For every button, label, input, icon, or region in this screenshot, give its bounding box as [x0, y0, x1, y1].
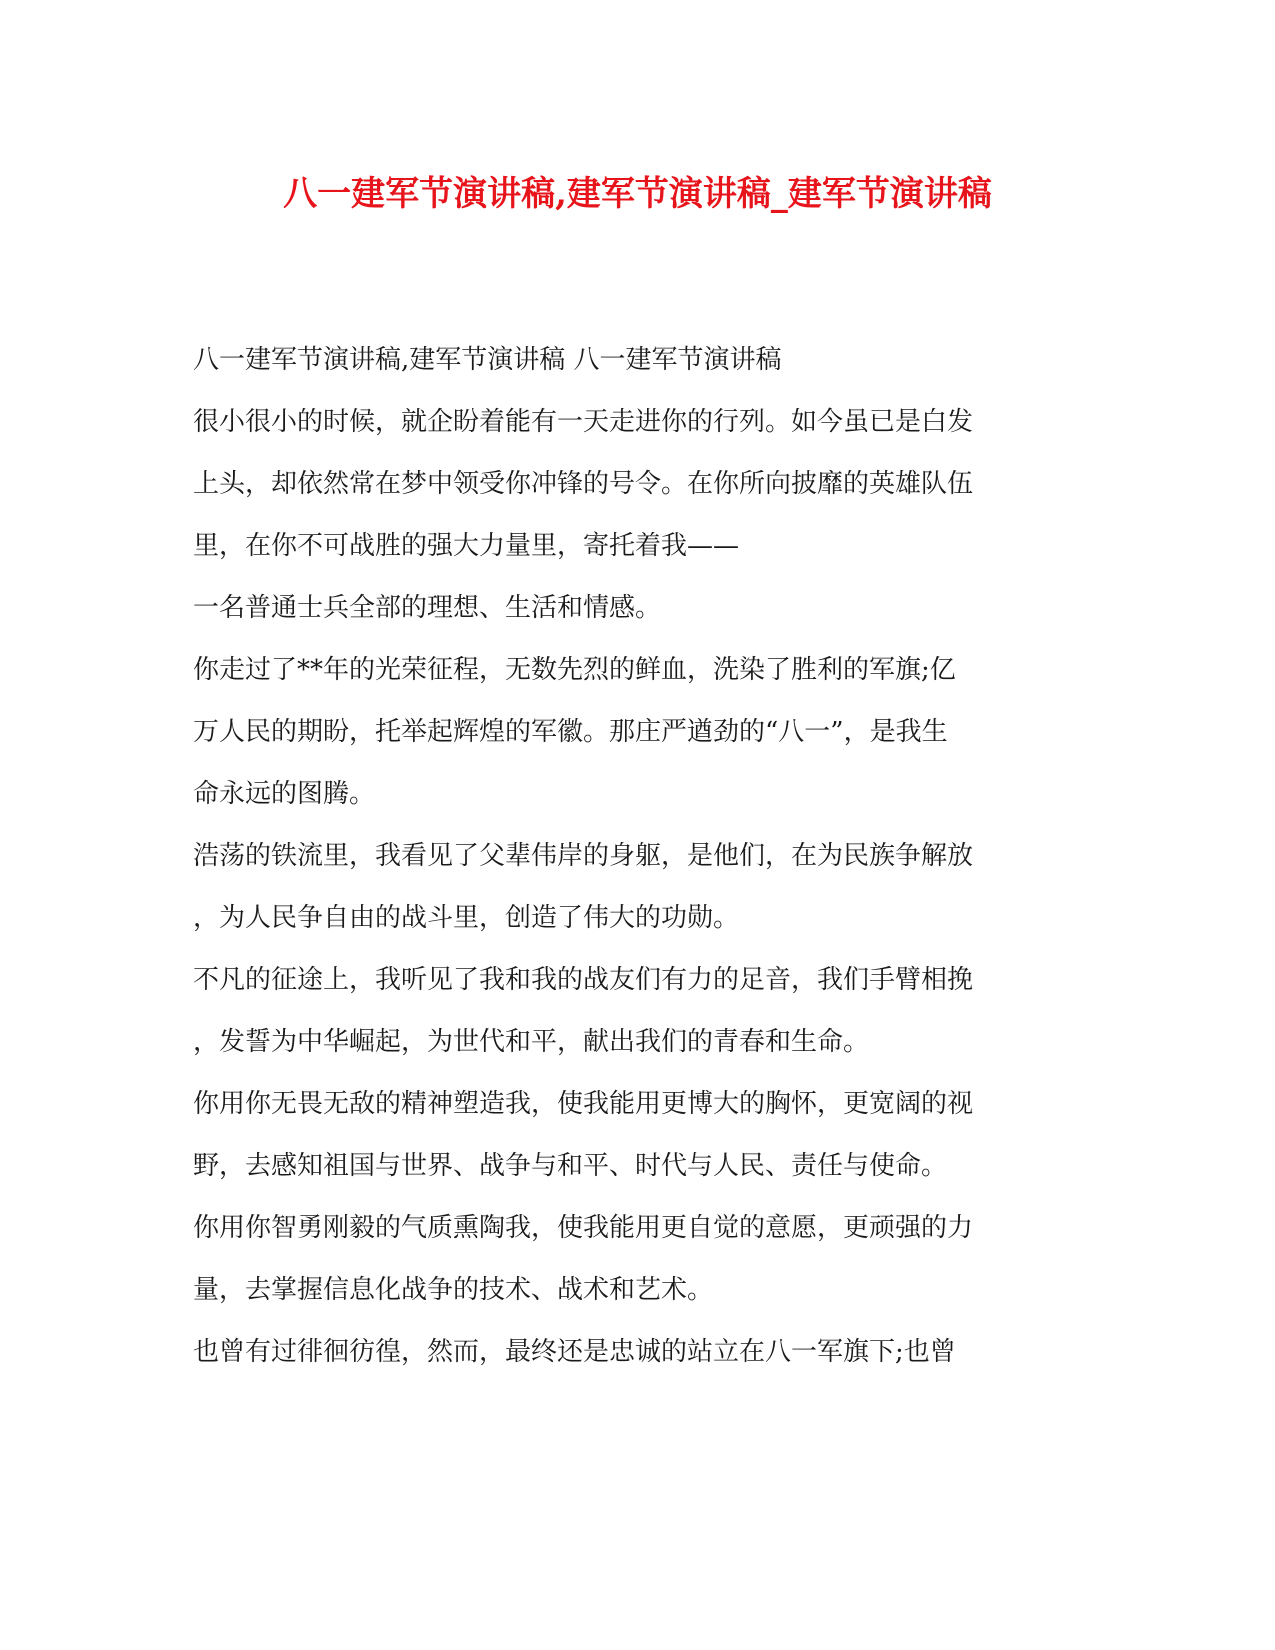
text-line: 你用你智勇刚毅的气质熏陶我，使我能用更自觉的意愿，更顽强的力 [193, 1213, 974, 1243]
text-line: 八一建军节演讲稿,建军节演讲稿 八一建军节演讲稿 [193, 345, 782, 375]
text-line: ，发誓为中华崛起，为世代和平，献出我们的青春和生命。 [193, 1027, 870, 1057]
text-line: 里，在你不可战胜的强大力量里，寄托着我—— [193, 531, 740, 561]
text-line: 很小很小的时候，就企盼着能有一天走进你的行列。如今虽已是白发 [193, 407, 974, 437]
text-line: 万人民的期盼，托举起辉煌的军徽。那庄严遒劲的“八一”，是我生 [193, 717, 948, 747]
text-line: 不凡的征途上，我听见了我和我的战友们有力的足音，我们手臂相挽 [193, 965, 974, 995]
text-line: 一名普通士兵全部的理想、生活和情感。 [193, 593, 662, 623]
text-line: 野，去感知祖国与世界、战争与和平、时代与人民、责任与使命。 [193, 1151, 948, 1181]
text-line: 你走过了**年的光荣征程，无数先烈的鲜血，洗染了胜利的军旗;亿 [193, 655, 956, 685]
text-line: 你用你无畏无敌的精神塑造我，使我能用更博大的胸怀，更宽阔的视 [193, 1089, 974, 1119]
text-line: 上头，却依然常在梦中领受你冲锋的号令。在你所向披靡的英雄队伍 [193, 469, 974, 499]
text-line: 量，去掌握信息化战争的技术、战术和艺术。 [193, 1275, 714, 1305]
text-line: 命永远的图腾。 [193, 779, 376, 809]
page-title: 八一建军节演讲稿,建军节演讲稿_建军节演讲稿 [283, 174, 992, 214]
text-line: ，为人民争自由的战斗里，创造了伟大的功勋。 [193, 903, 740, 933]
text-line: 也曾有过徘徊彷徨，然而，最终还是忠诚的站立在八一军旗下;也曾 [193, 1337, 956, 1367]
text-line: 浩荡的铁流里，我看见了父辈伟岸的身躯，是他们，在为民族争解放 [193, 841, 974, 871]
